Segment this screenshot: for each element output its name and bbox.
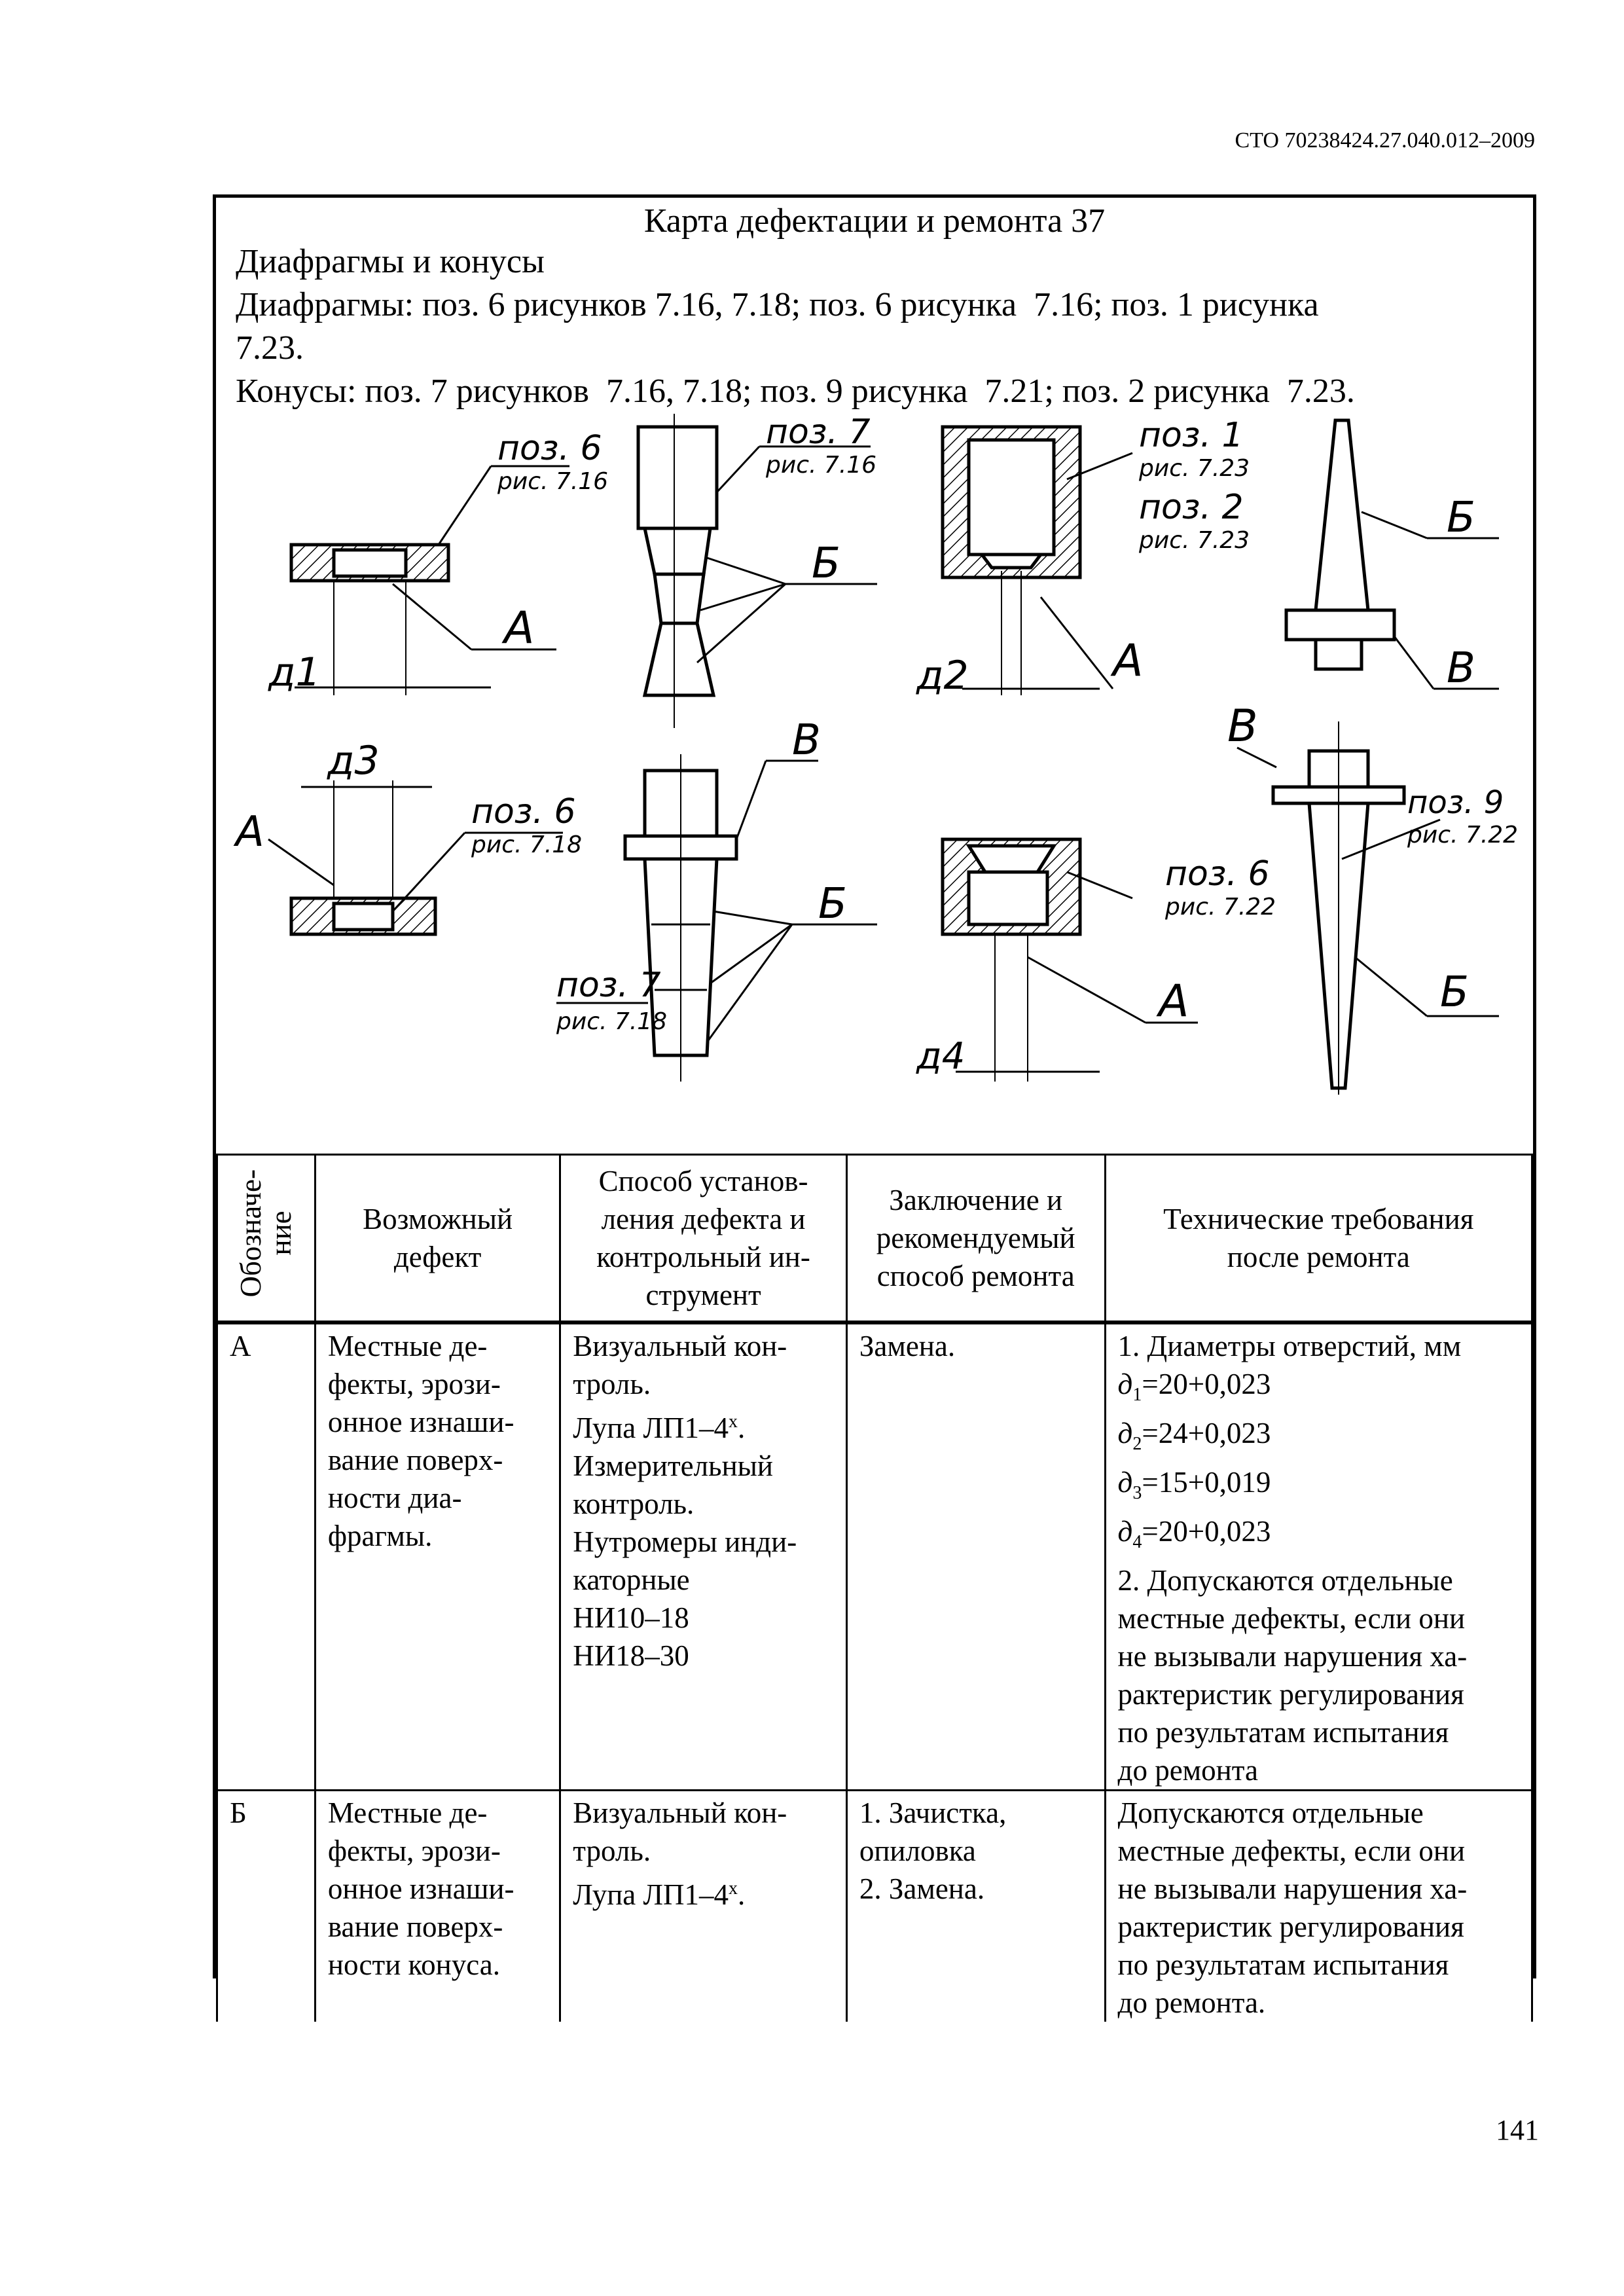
header-defect: Возможный дефект bbox=[315, 1155, 560, 1323]
row-a-conclusion: Замена. bbox=[846, 1322, 1105, 1791]
label-ris722: рис. 7.22 bbox=[1165, 894, 1276, 920]
page-number: 141 bbox=[1496, 2114, 1539, 2146]
label-A3: А bbox=[236, 808, 264, 856]
label-A1: А bbox=[504, 602, 535, 654]
label-ris722b: рис. 7.22 bbox=[1407, 822, 1519, 848]
card-header bbox=[216, 198, 1533, 1154]
label-A4: А bbox=[1159, 975, 1189, 1027]
table-header-row bbox=[217, 1155, 1532, 1323]
label-poz9: поз. 9 bbox=[1407, 784, 1504, 821]
card-diaphragms-line: Диафрагмы: поз. 6 рисунков 7.16, 7.18; поз. 6 рисунка 7.16; поз. 1 рисунка bbox=[236, 286, 1319, 323]
header-requirements: Технические требования после ремонта bbox=[1105, 1155, 1532, 1323]
row-a-requirements: 1. Диаметры отверстий, мм $д_1=20+0,023$ $д_2=24+0,023$ $д_3=15+0,019$ $д_4=20+0,023$ 2. Допускаются отдельные местные дефекты, если они не вызывали нарушения ха- рактеристик регулирования по результатам испытания до ремонта bbox=[1105, 1322, 1532, 1791]
label-poz7b: поз. 7 bbox=[556, 966, 661, 1005]
label-B2: Б bbox=[1447, 494, 1475, 542]
label-B3: Б bbox=[818, 880, 847, 928]
label-ris723: рис. 7.23 bbox=[1139, 455, 1250, 482]
card-diaphragms-line-cont: 7.23. bbox=[236, 329, 304, 367]
label-B1: Б bbox=[812, 539, 840, 588]
label-B4: Б bbox=[1440, 968, 1469, 1017]
card-cones-line: Конусы: поз. 7 рисунков 7.16, 7.18; поз. 9 рисунка 7.21; поз. 2 рисунка 7.23. bbox=[236, 373, 1355, 410]
diaphragm-4-drawing bbox=[943, 839, 1198, 1082]
document-code: СТО 70238424.27.040.012–2009 bbox=[1235, 128, 1535, 153]
cone-4-drawing bbox=[1237, 721, 1499, 1095]
header-conclusion: Заключение и рекомендуемый способ ремонта bbox=[846, 1155, 1105, 1323]
row-a-designation: А bbox=[217, 1322, 316, 1791]
label-poz2: поз. 2 bbox=[1139, 488, 1244, 527]
row-b-defect: Местные де- фекты, эрози- онное изнаши- вание поверх- ности конуса. bbox=[315, 1791, 560, 2022]
label-V1: В bbox=[1447, 644, 1475, 693]
row-a-method: Визуальный кон- троль. Лупа $ЛП1-4^х$. Измерительный контроль. Нутромеры инди- каторные НИ10–18 НИ18–30 bbox=[560, 1322, 847, 1791]
label-poz6b: поз. 6 bbox=[471, 792, 576, 831]
row-b-method: Визуальный кон- троль. Лупа $ЛП1-4^х$. bbox=[560, 1791, 847, 2022]
label-poz1: поз. 1 bbox=[1139, 416, 1244, 455]
label-ris718b: рис. 7.18 bbox=[556, 1008, 668, 1035]
diaphragm-1-drawing bbox=[291, 466, 569, 695]
label-ris718: рис. 7.18 bbox=[471, 831, 583, 858]
label-d1: д1 bbox=[268, 649, 321, 695]
header-designation: Обозначе- ние bbox=[217, 1155, 316, 1323]
label-A2: А bbox=[1113, 635, 1144, 687]
label-ris716: рис. 7.16 bbox=[497, 468, 609, 495]
row-b-conclusion: 1. Зачистка, опиловка 2. Замена. bbox=[846, 1791, 1105, 2022]
parts-drawing bbox=[216, 414, 1533, 1160]
row-a-defect: Местные де- фекты, эрози- онное изнаши- вание поверх- ности диа- фрагмы. bbox=[315, 1322, 560, 1791]
table-row bbox=[217, 1791, 1532, 2022]
diaphragm-2-drawing bbox=[943, 427, 1132, 695]
label-ris723b: рис. 7.23 bbox=[1139, 527, 1250, 554]
label-poz6c: поз. 6 bbox=[1165, 854, 1270, 894]
label-V3: В bbox=[1227, 701, 1258, 752]
table-row bbox=[217, 1322, 1532, 1791]
label-d3: д3 bbox=[327, 738, 380, 784]
label-d2: д2 bbox=[916, 653, 969, 699]
label-ris716b: рис. 7.16 bbox=[766, 452, 877, 479]
header-method: Способ установ- ления дефекта и контрольный ин- струмент bbox=[560, 1155, 847, 1323]
label-V2: В bbox=[792, 716, 821, 765]
label-poz7: поз. 7 bbox=[766, 414, 871, 452]
row-b-designation: Б bbox=[217, 1791, 316, 2022]
defects-table bbox=[216, 1154, 1533, 2022]
card-title: Карта дефектации и ремонта 37 bbox=[643, 202, 1106, 240]
row-b-requirements: Допускаются отдельные местные дефекты, если они не вызывали нарушения ха- рактеристик регулирования по результатам испытания до ремонта. bbox=[1105, 1791, 1532, 2022]
label-poz6: поз. 6 bbox=[497, 429, 602, 468]
defect-card bbox=[213, 194, 1536, 2019]
card-subtitle: Диафрагмы и конусы bbox=[236, 243, 545, 280]
label-d4: д4 bbox=[916, 1035, 965, 1078]
